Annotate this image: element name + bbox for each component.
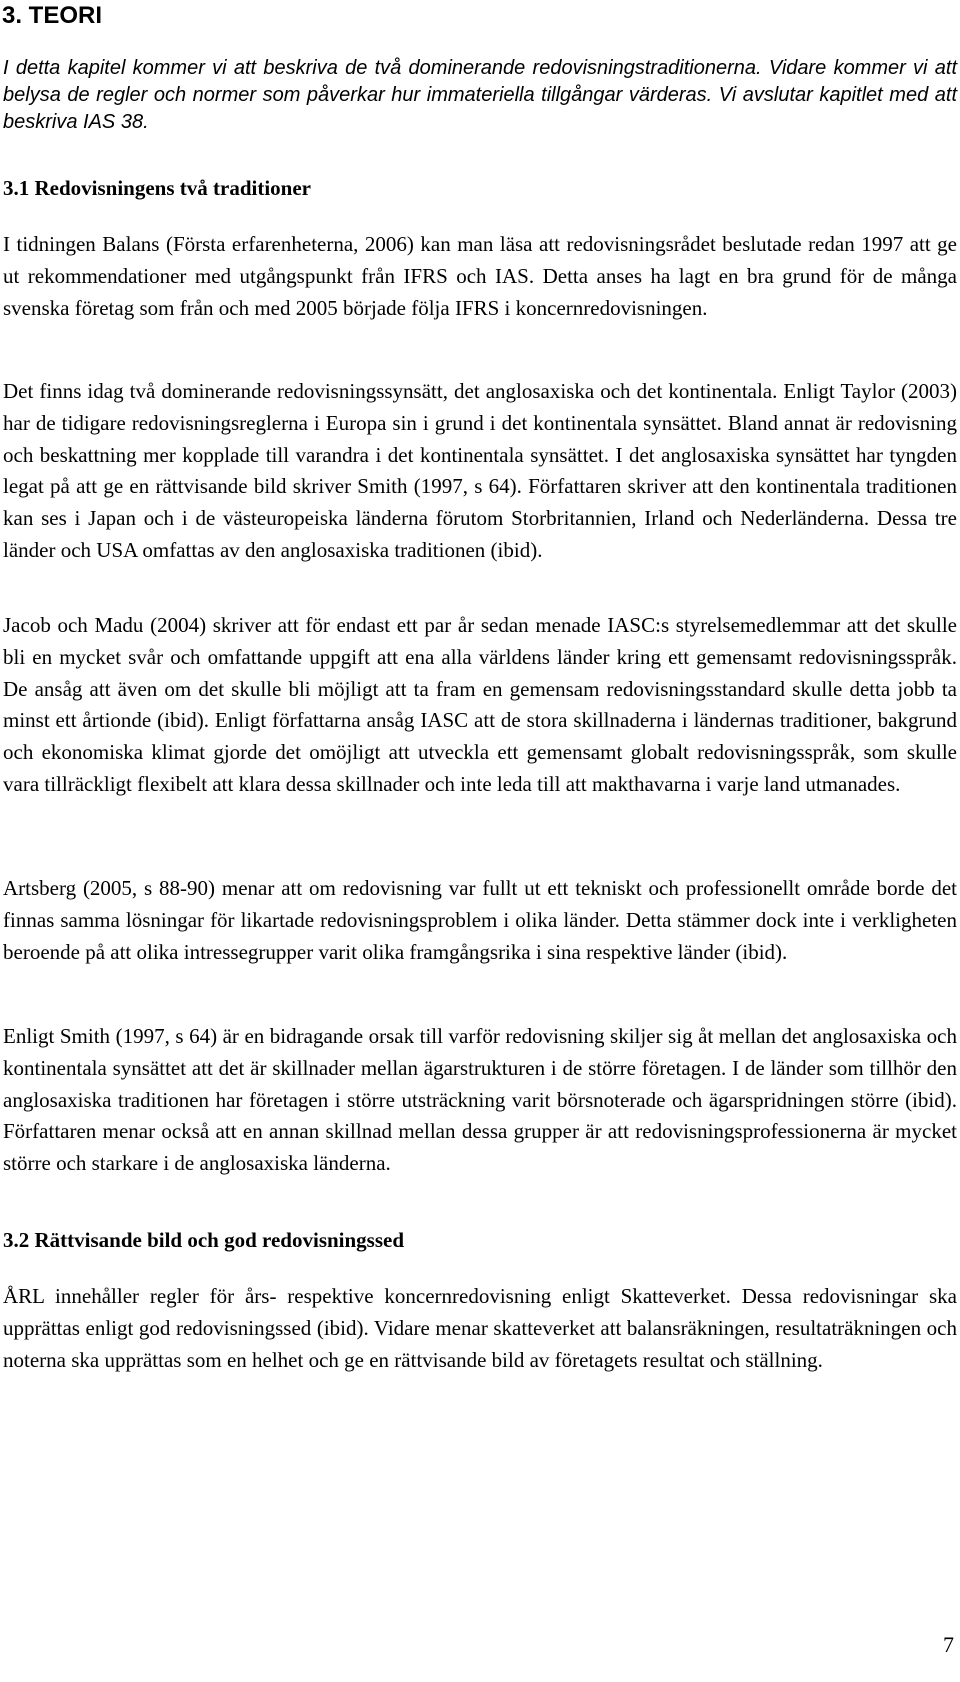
paragraph: ÅRL innehåller regler för års- respektive koncernredovisning enligt Skatteverket. Dessa redovisningar ska upprättas enligt god redovisningssed (ibid). Vidare menar skatteverket att balansräkningen, resultaträkningen och noterna ska upprättas som en helhet och ge en rättvisande bild av företagets resultat och ställning. (3, 1284, 957, 1372)
page-number: 7 (943, 1632, 954, 1657)
chapter-title: 3. TEORI (2, 2, 103, 29)
section-heading-3-2: 3.2 Rättvisande bild och god redovisningssed (3, 1228, 405, 1252)
paragraph: I tidningen Balans (Första erfarenheterna, 2006) kan man läsa att redovisningsrådet beslutade redan 1997 att ge ut rekommendationer med utgångspunkt från IFRS och IAS. Detta anses ha lagt en bra grund för de många svenska företag som från och med 2005 började följa IFRS i koncernredovisningen. (3, 232, 957, 320)
chapter-intro: I detta kapitel kommer vi att beskriva de två dominerande redovisningstraditionerna. Vidare kommer vi att belysa de regler och normer som påverkar hur immateriella tillgångar värderas. Vi avslutar kapitlet med att beskriva IAS 38. (3, 57, 957, 133)
paragraph: Artsberg (2005, s 88-90) menar att om redovisning var fullt ut ett tekniskt och professionellt område borde det finnas samma lösningar för likartade redovisningsproblem i olika länder. Detta stämmer dock inte i verkligheten beroende på att olika intressegrupper varit olika framgångsrika i sina respektive länder (ibid). (3, 876, 957, 964)
section-heading-3-1: 3.1 Redovisningens två traditioner (3, 176, 312, 200)
paragraph: Det finns idag två dominerande redovisningssynsätt, det anglosaxiska och det kontinentala. Enligt Taylor (2003) har de tidigare redovisningsreglerna i Europa sin i grund i det kontinentala synsättet. Bland annat är redovisning och beskattning mer kopplade till varandra i det kontinentala synsättet. I det anglosaxiska synsättet har tyngden legat på att ge en rättvisande bild skriver Smith (1997, s 64). Författaren skriver att den kontinentala traditionen kan ses i Japan och i de västeuropeiska länderna förutom Storbritannien, Irland och Nederländerna. Dessa tre länder och USA omfattas av den anglosaxiska traditionen (ibid). (3, 379, 957, 562)
paragraph: Enligt Smith (1997, s 64) är en bidragande orsak till varför redovisning skiljer sig åt mellan det anglosaxiska och kontinentala synsättet att det är skillnader mellan ägarstrukturen i de större företagen. I de länder som tillhör den anglosaxiska traditionen har företagen i större utsträckning varit börsnoterade och ägarspridningen större (ibid). Författaren menar också att en annan skillnad mellan dessa grupper är att redovisningsprofessionerna är mycket större och starkare i de anglosaxiska länderna. (3, 1024, 957, 1176)
paragraph: Jacob och Madu (2004) skriver att för endast ett par år sedan menade IASC:s styrelsemedlemmar att det skulle bli en mycket svår och omfattande uppgift att ena alla världens länder kring ett gemensamt redovisningsspråk. De ansåg att även om det skulle bli möjligt att ta fram en gemensam redovisningsstandard skulle detta jobb ta minst ett årtionde (ibid). Enligt författarna ansåg IASC att de stora skillnaderna i ländernas traditioner, bakgrund och ekonomiska klimat gjorde det omöjligt att utveckla ett gemensamt globalt redovisningsspråk, som skulle vara tillräckligt flexibelt att klara dessa skillnader och inte leda till att makthavarna i varje land utmanades. (3, 613, 957, 796)
